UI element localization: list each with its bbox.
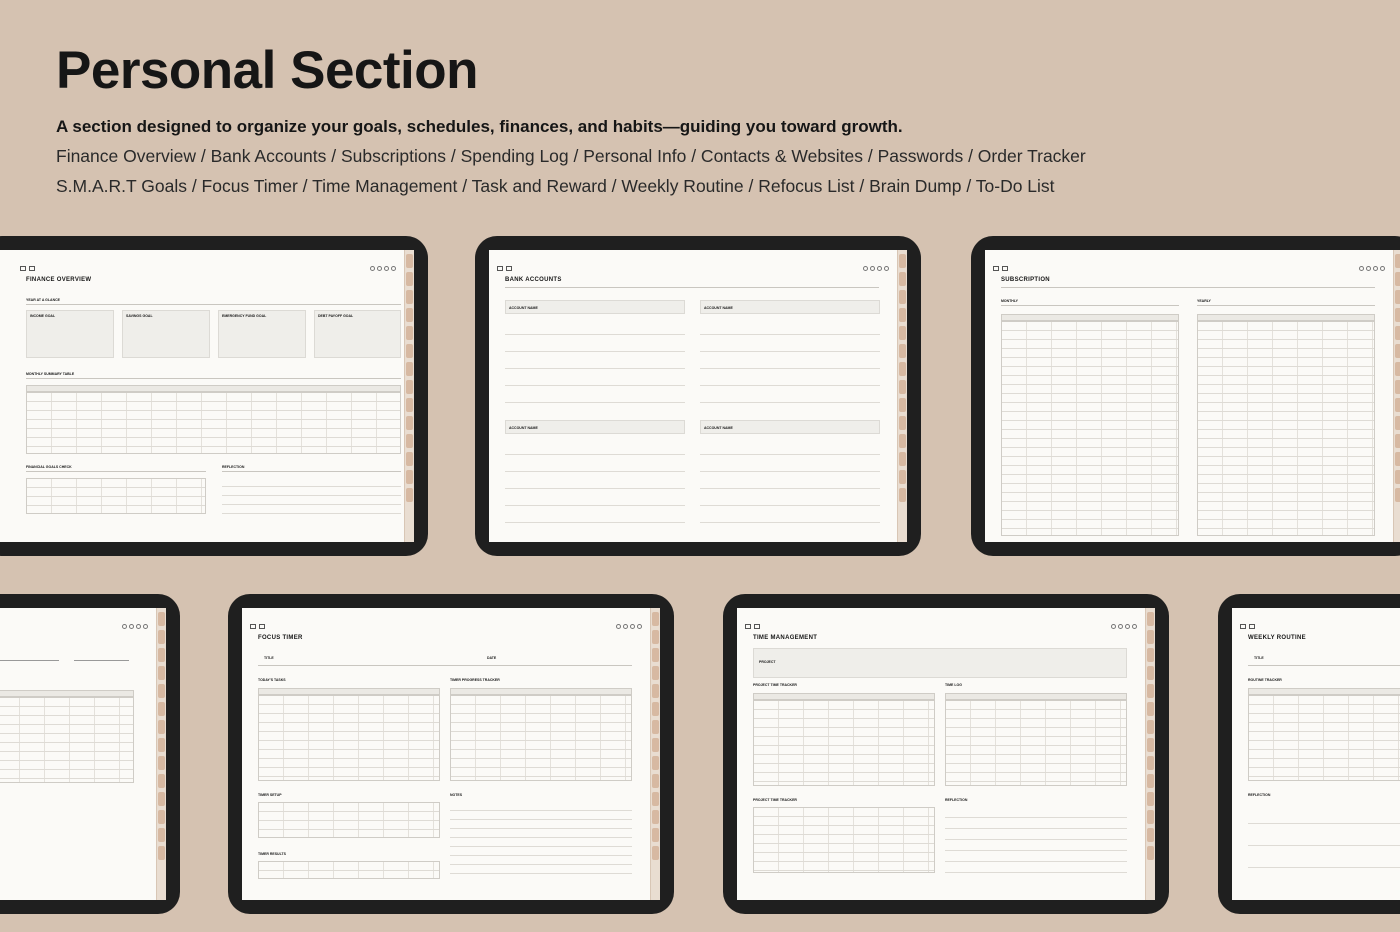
edit-icon[interactable] bbox=[1002, 266, 1008, 271]
reflection-label: REFLECTION bbox=[1248, 793, 1271, 797]
project-label: PROJECT bbox=[759, 660, 776, 664]
project-tracker-table[interactable] bbox=[753, 700, 935, 786]
tablet-finance-overview bbox=[0, 236, 428, 556]
account-name-label: ACCOUNT NAME bbox=[704, 426, 733, 430]
page-subtitle: A section designed to organize your goals, schedules, finances, and habits—guiding you toward growth. bbox=[56, 117, 903, 136]
folder-icon[interactable] bbox=[497, 266, 503, 271]
page-title: Personal Section bbox=[56, 41, 479, 100]
tablet-screen bbox=[985, 250, 1400, 542]
timer-setup-label: TIMER SETUP bbox=[258, 793, 282, 797]
notes-lines[interactable] bbox=[450, 802, 632, 882]
edit-icon[interactable] bbox=[506, 266, 512, 271]
progress-table-header bbox=[450, 688, 632, 695]
tablet-bank-accounts bbox=[475, 236, 921, 556]
goal-label: INCOME GOAL bbox=[30, 314, 56, 318]
subscription-page-title: SUBSCRIPTION bbox=[1001, 277, 1050, 283]
goal-label: EMERGENCY FUND GOAL bbox=[222, 314, 267, 318]
reflection-label: REFLECTION bbox=[222, 465, 245, 469]
time-log-table[interactable] bbox=[945, 700, 1127, 786]
monthly-subscription-table[interactable] bbox=[1001, 321, 1179, 536]
tasks-table[interactable] bbox=[258, 695, 440, 781]
folder-icon[interactable] bbox=[20, 266, 26, 271]
tablet-screen bbox=[737, 608, 1155, 900]
monthly-label: MONTHLY bbox=[1001, 299, 1018, 303]
reflection-lines[interactable] bbox=[1248, 802, 1400, 872]
monthly-summary-label: MONTHLY SUMMARY TABLE bbox=[26, 372, 75, 376]
project-tracker-label-2: PROJECT TIME TRACKER bbox=[753, 798, 797, 802]
timer-results-label: TIMER RESULTS bbox=[258, 852, 286, 856]
goal-label: SAVINGS GOAL bbox=[126, 314, 153, 318]
divider bbox=[1001, 305, 1179, 306]
tablet-time-management bbox=[723, 594, 1169, 914]
feature-list-line-2: S.M.A.R.T Goals / Focus Timer / Time Management / Task and Reward / Weekly Routine / Refocus List / Brain Dump / To-Do List bbox=[56, 176, 1055, 196]
table-header bbox=[0, 690, 134, 697]
input-line bbox=[74, 660, 129, 661]
account-fields[interactable] bbox=[505, 438, 685, 524]
edit-icon[interactable] bbox=[1249, 624, 1255, 629]
top-toolbar bbox=[497, 258, 889, 268]
reflection-lines[interactable] bbox=[945, 807, 1127, 873]
bank-page-title: BANK ACCOUNTS bbox=[505, 277, 562, 283]
account-fields[interactable] bbox=[505, 318, 685, 404]
divider bbox=[258, 665, 632, 666]
side-tabs[interactable] bbox=[156, 608, 166, 900]
routine-table[interactable] bbox=[1248, 695, 1400, 781]
folder-icon[interactable] bbox=[250, 624, 256, 629]
divider bbox=[222, 471, 401, 472]
account-name-label: ACCOUNT NAME bbox=[509, 306, 538, 310]
folder-icon[interactable] bbox=[1240, 624, 1246, 629]
reflection-label: REFLECTION bbox=[945, 798, 968, 802]
edit-icon[interactable] bbox=[259, 624, 265, 629]
top-toolbar bbox=[250, 616, 642, 626]
todays-tasks-label: TODAY'S TASKS bbox=[258, 678, 286, 682]
folder-icon[interactable] bbox=[993, 266, 999, 271]
tablet-subscription bbox=[971, 236, 1400, 556]
timer-results-table[interactable] bbox=[258, 861, 440, 879]
monthly-table-header bbox=[26, 385, 401, 392]
tablet-partial-left bbox=[0, 594, 180, 914]
progress-table[interactable] bbox=[450, 695, 632, 781]
divider bbox=[26, 304, 401, 305]
edit-icon[interactable] bbox=[754, 624, 760, 629]
tablet-focus-timer bbox=[228, 594, 674, 914]
project-summary-table[interactable] bbox=[753, 807, 935, 873]
monthly-summary-table[interactable] bbox=[26, 392, 401, 454]
account-fields[interactable] bbox=[700, 438, 880, 524]
tablet-screen bbox=[242, 608, 660, 900]
goals-check-table[interactable] bbox=[26, 478, 206, 514]
finance-page-title: FINANCE OVERVIEW bbox=[26, 277, 92, 283]
time-page-title: TIME MANAGEMENT bbox=[753, 635, 818, 641]
progress-tracker-label: TIMER PROGRESS TRACKER bbox=[450, 678, 500, 682]
yearly-table-header bbox=[1197, 314, 1375, 321]
divider bbox=[1197, 305, 1375, 306]
time-log-label: TIME LOG bbox=[945, 683, 962, 687]
date-field-label: DATE bbox=[487, 656, 497, 660]
divider bbox=[26, 471, 206, 472]
routine-tracker-label: ROUTINE TRACKER bbox=[1248, 678, 1282, 682]
toolbar-icons[interactable] bbox=[1109, 616, 1137, 634]
timer-setup-table[interactable] bbox=[258, 802, 440, 838]
side-tabs[interactable] bbox=[404, 250, 414, 542]
weekly-page-title: WEEKLY ROUTINE bbox=[1248, 635, 1306, 641]
monthly-table-header bbox=[1001, 314, 1179, 321]
top-toolbar bbox=[993, 258, 1385, 268]
reflection-lines[interactable] bbox=[222, 478, 401, 514]
yearly-subscription-table[interactable] bbox=[1197, 321, 1375, 536]
notes-label: NOTES bbox=[450, 793, 463, 797]
yearly-label: YEARLY bbox=[1197, 299, 1211, 303]
project-tracker-label: PROJECT TIME TRACKER bbox=[753, 683, 797, 687]
title-field-label: TITLE bbox=[1254, 656, 1264, 660]
toolbar-icons[interactable] bbox=[1357, 258, 1385, 276]
divider bbox=[1001, 287, 1375, 288]
toolbar-icons[interactable] bbox=[861, 258, 889, 276]
habit-table[interactable] bbox=[0, 697, 134, 783]
goal-label: DEBT PAYOFF GOAL bbox=[318, 314, 354, 318]
account-name-label: ACCOUNT NAME bbox=[704, 306, 733, 310]
divider bbox=[505, 287, 879, 288]
tablet-screen bbox=[489, 250, 907, 542]
tablet-screen bbox=[1232, 608, 1400, 900]
side-tabs[interactable] bbox=[650, 608, 660, 900]
account-fields[interactable] bbox=[700, 318, 880, 404]
top-toolbar bbox=[1240, 616, 1400, 626]
top-toolbar bbox=[20, 258, 396, 268]
toolbar-icons[interactable] bbox=[614, 616, 642, 634]
toolbar-icons[interactable] bbox=[120, 616, 148, 634]
edit-icon[interactable] bbox=[29, 266, 35, 271]
title-field-label: TITLE bbox=[264, 656, 274, 660]
feature-list-line-1: Finance Overview / Bank Accounts / Subscriptions / Spending Log / Personal Info / Contacts & Websites / Passwords / Order Tracker bbox=[56, 146, 1086, 166]
folder-icon[interactable] bbox=[745, 624, 751, 629]
divider bbox=[26, 378, 401, 379]
side-tabs[interactable] bbox=[1145, 608, 1155, 900]
account-name-label: ACCOUNT NAME bbox=[509, 426, 538, 430]
routine-table-header bbox=[1248, 688, 1400, 695]
project-header-box bbox=[753, 648, 1127, 678]
top-toolbar bbox=[745, 616, 1137, 626]
divider bbox=[1248, 665, 1400, 666]
financial-goals-check-label: FINANCIAL GOALS CHECK bbox=[26, 465, 72, 469]
focus-page-title: FOCUS TIMER bbox=[258, 635, 303, 641]
tablet-screen bbox=[0, 608, 166, 900]
time-log-header bbox=[945, 693, 1127, 700]
input-line bbox=[0, 660, 59, 661]
side-tabs[interactable] bbox=[1393, 250, 1400, 542]
tasks-table-header bbox=[258, 688, 440, 695]
top-toolbar bbox=[0, 616, 148, 626]
year-at-a-glance-label: YEAR AT A GLANCE bbox=[26, 298, 60, 302]
toolbar-icons[interactable] bbox=[368, 258, 396, 276]
side-tabs[interactable] bbox=[897, 250, 907, 542]
tablet-weekly-routine bbox=[1218, 594, 1400, 914]
project-table-header bbox=[753, 693, 935, 700]
tablet-screen bbox=[0, 250, 414, 542]
